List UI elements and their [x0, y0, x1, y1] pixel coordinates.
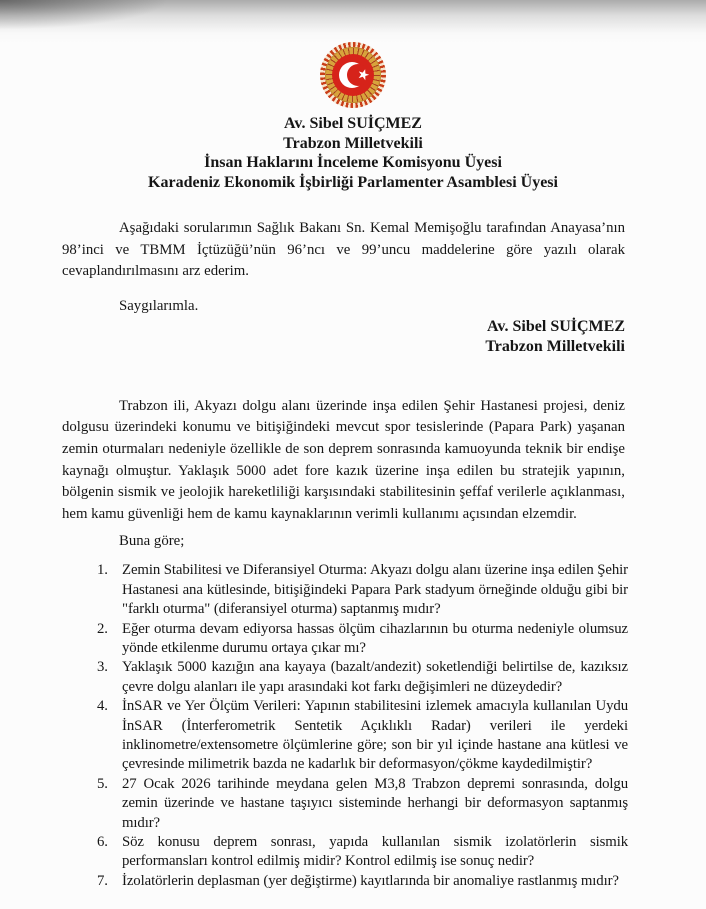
question-number: 4.	[97, 698, 108, 715]
intro-paragraph: Aşağıdaki sorularımın Sağlık Bakanı Sn. Kemal Memişoğlu tarafından Anayasa’nın 98’inci ve TBMM İçtüzüğü’nün 96’ncı ve 99’uncu maddelerine göre yazılı olarak cevaplandırılmasını arz ederim.	[62, 220, 625, 280]
question-item-4	[97, 697, 628, 775]
question-number: 7.	[97, 872, 108, 889]
question-item-5	[97, 775, 628, 833]
question-text: Söz konusu deprem sonrası, yapıda kullanılan sismik izolatörlerin sismik performansları kontrol edilmiş midir? Kontrol edilmiş ise sonuç nedir?	[122, 834, 628, 870]
emblem-red-disc	[332, 54, 374, 96]
scan-shadow-top	[0, 0, 706, 44]
question-text: İzolatörlerin deplasman (yer değiştirme) kayıtlarında bir anomaliye rastlanmış mıdır?	[122, 872, 619, 889]
signature-block	[0, 317, 625, 358]
question-text: Eğer oturma devam ediyorsa hassas ölçüm cihazlarının bu oturma nedeniyle olumsuz yönde etkilenme durumu ortaya çıkar mı?	[122, 620, 628, 656]
question-number: 5.	[97, 775, 108, 792]
question-number: 2.	[97, 620, 108, 637]
question-text: Zemin Stabilitesi ve Diferansiyel Oturma: Akyazı dolgu alanı üzerine inşa edilen Şehir Hastanesi ana kütlesinde, bitişiğindeki Papara Park stadyum örneğinde olduğu gibi bir "farklı oturma" (diferansiyel oturma) saptanmış mıdır?	[122, 562, 628, 618]
question-item-6	[97, 833, 628, 872]
letterhead-name: Av. Sibel SUİÇMEZ	[284, 115, 422, 132]
tbmm-emblem-icon	[320, 42, 386, 108]
question-number: 1.	[97, 562, 108, 579]
scan-shadow-corner	[0, 0, 260, 46]
question-text: Yaklaşık 5000 kazığın ana kayaya (bazalt/andezit) soketlendiği belirtilse de, kazıksız çevre dolgu alanları ile yapı arasındaki kot farkı değişimleri ne düzeydedir?	[122, 659, 628, 695]
letterhead-title: Trabzon Milletvekili	[283, 134, 423, 152]
question-item-7	[97, 872, 628, 891]
signature-name: Av. Sibel SUİÇMEZ	[487, 317, 625, 335]
question-number: 3.	[97, 659, 108, 676]
question-list	[97, 561, 628, 891]
closing-salutation: Saygılarımla.	[119, 297, 199, 314]
question-item-3	[97, 658, 628, 697]
question-item-2	[97, 620, 628, 659]
letterhead	[0, 114, 706, 192]
question-text: İnSAR ve Yer Ölçüm Verileri: Yapının stabilitesini izlemek amacıyla kullanılan Uydu İnSAR (İnterferometrik Sentetik Açıklıklı Radar) verileri ile yerdeki inklinometre/extensometre ölçümlerine göre; son bir yıl içinde hastane ana kütlesi ve çevresinde milimetrik bazda ne kadarlık bir deformasyon/çökme kaydedilmiştir?	[122, 698, 628, 773]
question-text: 27 Ocak 2026 tarihinde meydana gelen M3,8 Trabzon depremi sonrasında, dolgu zemin üzerinde ve hastane taşıyıcı sisteminde herhangi bir deformasyon saptanmış mıdır?	[122, 775, 628, 831]
body-paragraph: Trabzon ili, Akyazı dolgu alanı üzerinde inşa edilen Şehir Hastanesi projesi, deniz dolgusu üzerindeki konumu ve bitişiğindeki mevcut spor tesislerinde (Papara Park) yaşanan zemin oturmaları nedeniyle özellikle de son deprem sonrasında kamuoyunda teknik bir endişe kaynağı olmuştur. Yaklaşık 5000 adet fore kazık üzerine inşa edilen bu stratejik yapının, bölgenin sismik ve jeolojik hareketliliği karşısındaki stabilitesinin şeffaf verilerle açıklanması, hem kamu güvenliği hem de kamu kaynaklarının verimli kullanımı açısından elzemdir.	[62, 397, 625, 522]
question-item-1	[97, 561, 628, 619]
letterhead-role-2: Karadeniz Ekonomik İşbirliği Parlamenter Asamblesi Üyesi	[148, 173, 558, 191]
letterhead-role-1: İnsan Haklarını İnceleme Komisyonu Üyesi	[204, 154, 502, 171]
list-intro: Buna göre;	[119, 533, 185, 550]
signature-title: Trabzon Milletvekili	[485, 338, 625, 356]
question-number: 6.	[97, 834, 108, 851]
